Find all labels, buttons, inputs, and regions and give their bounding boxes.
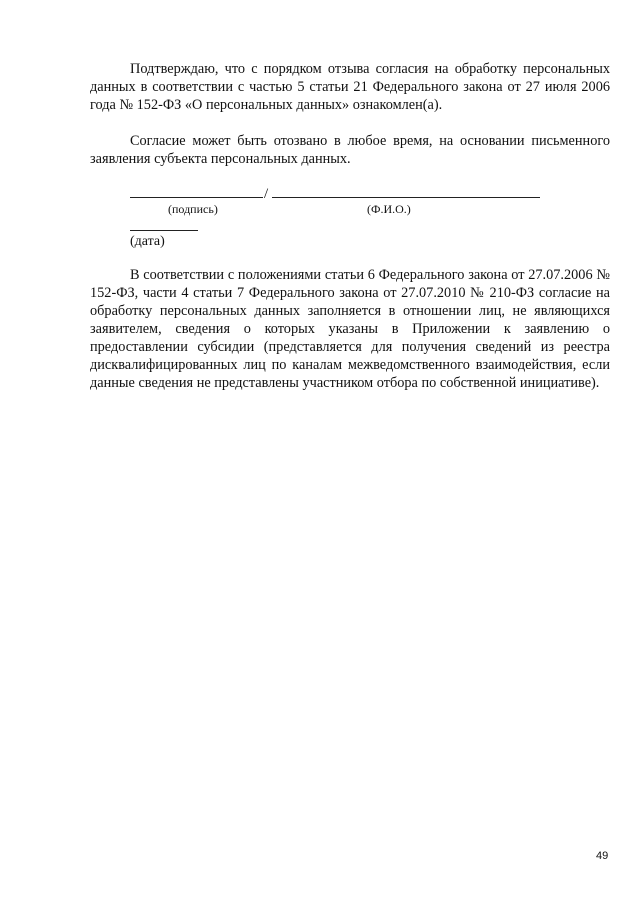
signature-blank (130, 197, 263, 198)
full-name-caption: (Ф.И.О.) (367, 202, 411, 216)
signature-separator: / (264, 186, 269, 202)
law-paragraph-block (90, 266, 610, 392)
revoke-paragraph-block (90, 132, 610, 168)
revoke-paragraph: Согласие может быть отозвано в любое время, на основании письменного заявления субъекта персональных данных. (90, 133, 610, 167)
confirm-paragraph-block (90, 60, 610, 114)
full-name-blank (272, 197, 540, 198)
page-number: 49 (596, 850, 609, 862)
signature-caption: (подпись) (168, 202, 218, 216)
law-paragraph: В соответствии с положениями статьи 6 Федерального закона от 27.07.2006 № 152-ФЗ, части 4 статьи 7 Федерального закона от 27.07.2010 № 210-ФЗ согласие на обработку персональных данных заполняется в отношении лиц, не являющихся заявителем, сведения о которых указаны в Приложении к заявлению о предоставлении субсидии (представляется для получения сведений из реестра дисквалифицированных лиц по каналам межведомственного взаимодействия, если данные сведения не представлены участником отбора по собственной инициативе). (90, 267, 610, 391)
date-blank (130, 230, 198, 231)
confirm-paragraph: Подтверждаю, что с порядком отзыва согласия на обработку персональных данных в соответствии с частью 5 статьи 21 Федерального закона от 27 июля 2006 года № 152-ФЗ «О персональных данных» ознакомлен(а). (90, 61, 610, 113)
date-caption: (дата) (130, 234, 165, 249)
